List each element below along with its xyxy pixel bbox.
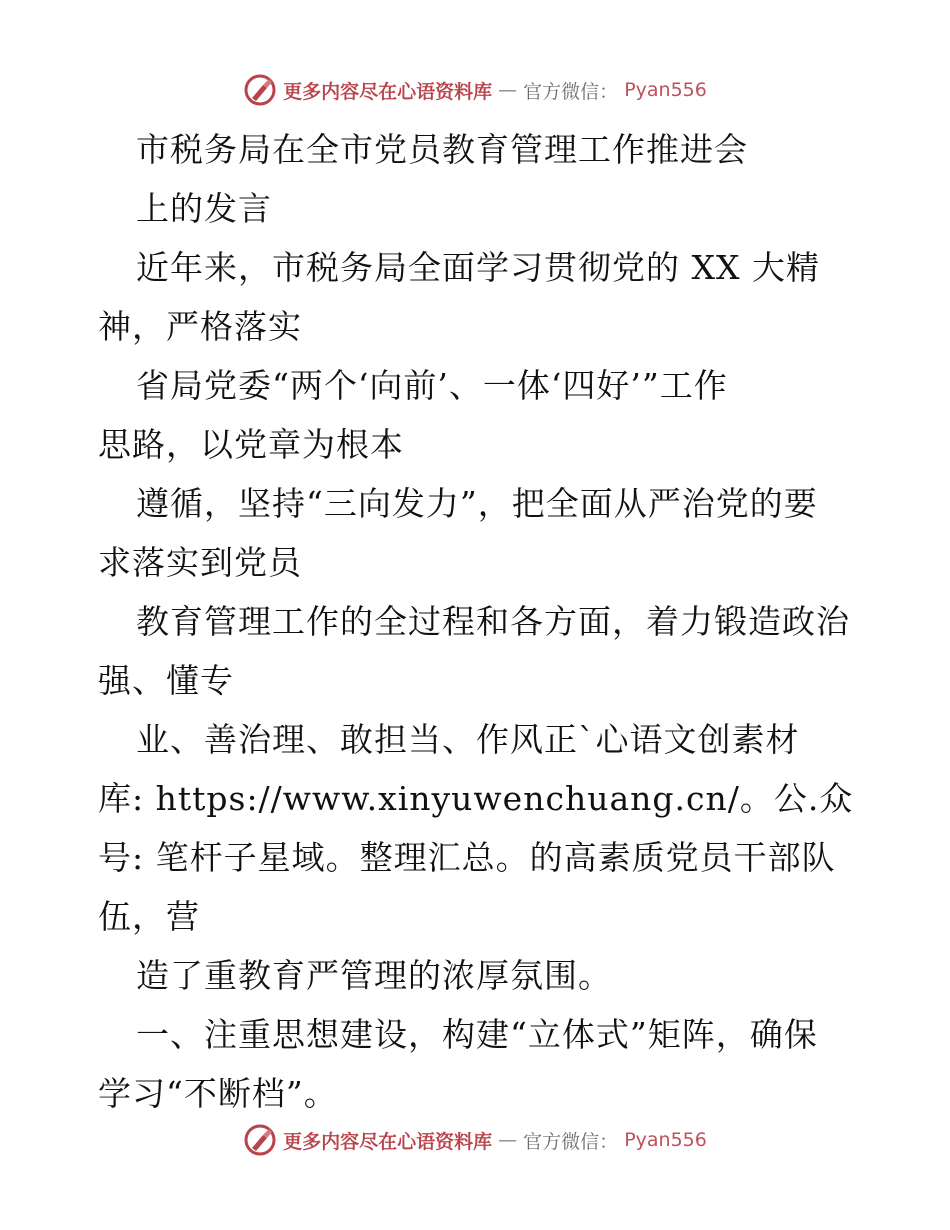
paragraph-line: 造了重教育严管理的浓厚氛围。 [136, 956, 612, 995]
banner-wechat-id: Pyan556 [624, 1129, 707, 1151]
banner-dash: — [498, 1129, 518, 1151]
banner-main-text: 更多内容尽在心语资料库 [283, 80, 493, 103]
title-line-2: 上的发言 [136, 189, 272, 228]
banner-wechat-label: 官方微信： [523, 80, 619, 103]
section-heading-line: 一、注重思想建设，构建“立体式”矩阵，确保 [136, 1015, 818, 1054]
paragraph-line: 近年来，市税务局全面学习贯彻党的 XX 大精 [136, 248, 820, 287]
document-body [98, 120, 878, 1123]
paragraph-line: 遵循，坚持“三向发力”，把全面从严治党的要 [136, 484, 818, 523]
paragraph-line: 伍，营 [98, 897, 200, 936]
paragraph-line: 思路，以党章为根本 [98, 425, 404, 464]
banner-wechat-label: 官方微信： [523, 1130, 619, 1153]
paragraph-line: 库: https://www.xinyuwenchuang.cn/。公.众 [98, 779, 854, 818]
pen-logo-icon [243, 73, 277, 107]
paragraph-line: 业、善治理、敢担当、作风正`心语文创素材 [136, 720, 800, 759]
header-banner [0, 70, 950, 110]
paragraph-line: 强、懂专 [98, 661, 234, 700]
title-line-1: 市税务局在全市党员教育管理工作推进会 [136, 130, 748, 169]
banner-wechat-id: Pyan556 [624, 79, 707, 101]
paragraph-line: 神，严格落实 [98, 307, 302, 346]
paragraph-line: 号: 笔杆子星域。整理汇总。的高素质党员干部队 [98, 838, 836, 877]
banner-dash: — [498, 79, 518, 101]
paragraph-line: 求落实到党员 [98, 543, 302, 582]
paragraph-line: 省局党委“两个‘向前’、一体‘四好’”工作 [136, 366, 728, 405]
section-heading-line: 学习“不断档”。 [98, 1074, 338, 1113]
paragraph-line: 教育管理工作的全过程和各方面，着力锻造政治 [136, 602, 850, 641]
footer-banner [0, 1120, 950, 1160]
banner-main-text: 更多内容尽在心语资料库 [283, 1130, 493, 1153]
pen-logo-icon [243, 1123, 277, 1157]
